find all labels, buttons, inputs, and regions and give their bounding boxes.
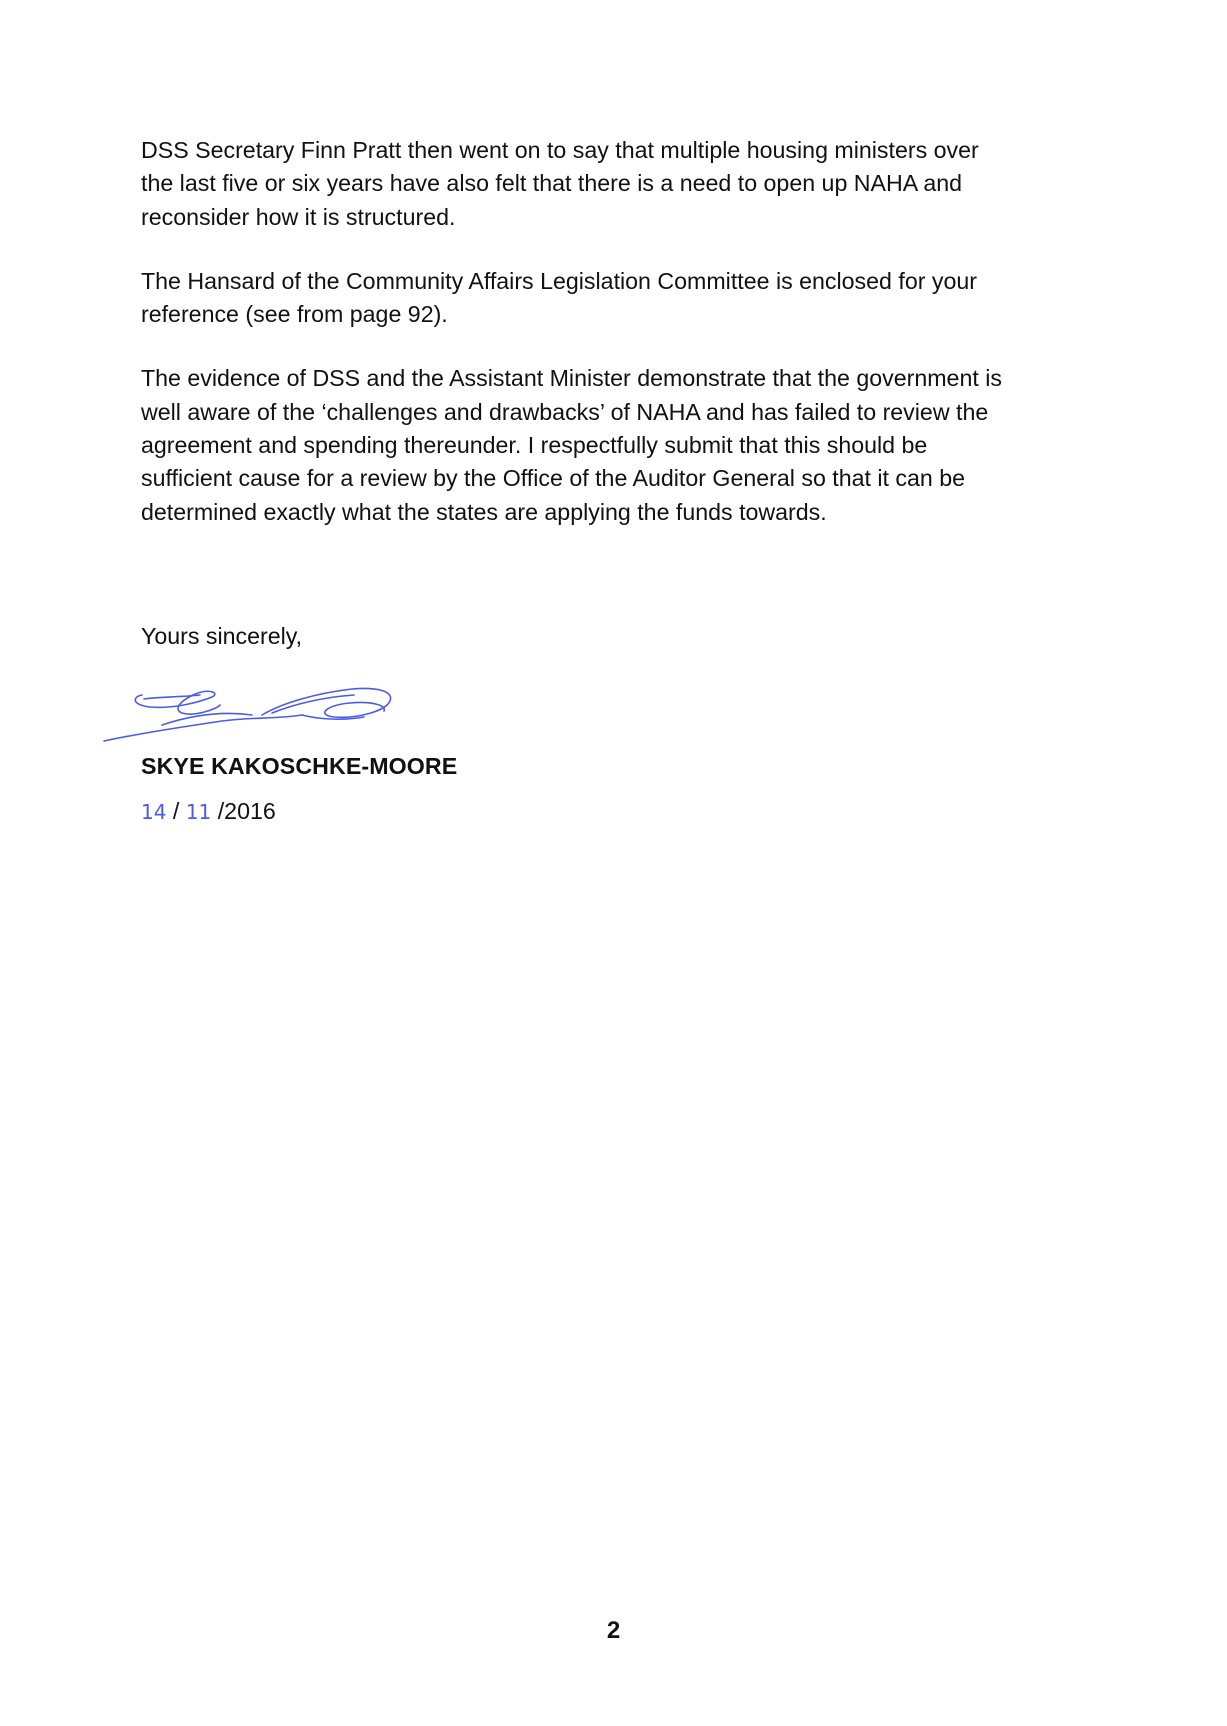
date-day-handwritten: 14 xyxy=(141,800,167,824)
date-year: 2016 xyxy=(224,798,276,824)
closing-salutation: Yours sincerely, xyxy=(141,623,303,649)
paragraph-line: The evidence of DSS and the Assistant Minister demonstrate that the government is xyxy=(141,365,1002,392)
letter-body xyxy=(141,134,1101,560)
paragraph-2 xyxy=(141,265,1101,332)
signer-name: SKYE KAKOSCHKE-MOORE xyxy=(141,753,458,779)
paragraph-line: The Hansard of the Community Affairs Legislation Committee is enclosed for your xyxy=(141,267,977,294)
paragraph-line: reference (see from page 92). xyxy=(141,301,448,328)
paragraph-3 xyxy=(141,362,1101,528)
paragraph-line: well aware of the ‘challenges and drawbacks’ of NAHA and has failed to review the xyxy=(141,398,989,425)
paragraph-line: the last five or six years have also felt that there is a need to open up NAHA and xyxy=(141,170,963,197)
paragraph-line: determined exactly what the states are applying the funds towards. xyxy=(141,498,827,525)
paragraph-1 xyxy=(141,134,1101,234)
paragraph-line: reconsider how it is structured. xyxy=(141,203,456,230)
date-separator: / xyxy=(217,798,225,824)
date-separator: / xyxy=(172,798,180,824)
signature-date xyxy=(141,796,276,827)
handwritten-signature xyxy=(102,675,432,755)
page-number: 2 xyxy=(606,1617,621,1644)
date-month-handwritten: 11 xyxy=(185,800,212,824)
paragraph-line: sufficient cause for a review by the Office of the Auditor General so that it can be xyxy=(141,465,966,492)
paragraph-line: DSS Secretary Finn Pratt then went on to say that multiple housing ministers over xyxy=(141,137,979,163)
paragraph-line: agreement and spending thereunder. I respectfully submit that this should be xyxy=(141,432,928,459)
